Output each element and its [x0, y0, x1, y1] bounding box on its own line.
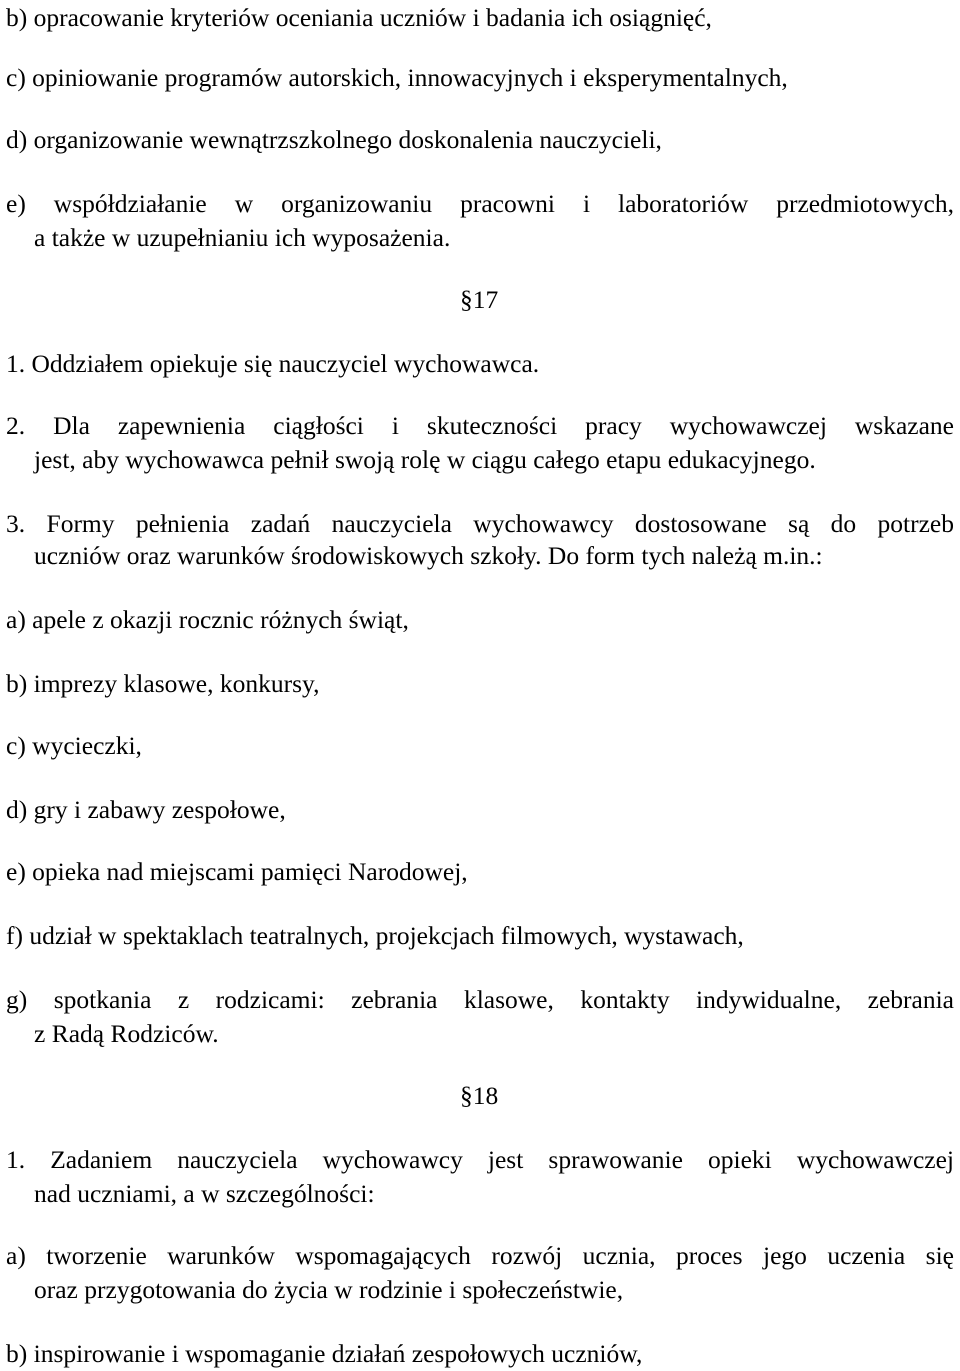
list-item-e-memorials: e) opieka nad miejscami pamięci Narodowej,	[6, 857, 468, 886]
list-item-e-cooperation-line2: a także w uzupełnianiu ich wyposażenia.	[34, 223, 451, 252]
paragraph-18-1-line1: 1. Zadaniem nauczyciela wychowawcy jest sprawowanie opieki wychowawczej	[6, 1145, 954, 1174]
paragraph-17-3-line2: uczniów oraz warunków środowiskowych szkoły. Do form tych należą m.in.:	[34, 541, 823, 570]
list-item-g-parents-line1: g) spotkania z rodzicami: zebrania klasowe, kontakty indywidualne, zebrania	[6, 985, 954, 1014]
list-item-c-trips: c) wycieczki,	[6, 731, 142, 760]
paragraph-17-2-line1: 2. Dla zapewnienia ciągłości i skuteczności pracy wychowawczej wskazane	[6, 411, 954, 440]
list-item-d-games: d) gry i zabawy zespołowe,	[6, 795, 286, 824]
paragraph-17-1: 1. Oddziałem opiekuje się nauczyciel wychowawca.	[6, 349, 540, 378]
paragraph-17-2-line2: jest, aby wychowawca pełnił swoją rolę w ciągu całego etapu edukacyjnego.	[34, 445, 816, 474]
list-item-e-cooperation-line1: e) współdziałanie w organizowaniu pracowni i laboratoriów przedmiotowych,	[6, 189, 954, 218]
list-item-g-parents-line2: z Radą Rodziców.	[34, 1019, 219, 1048]
paragraph-17-3-line1: 3. Formy pełnienia zadań nauczyciela wychowawcy dostosowane są do potrzeb	[6, 509, 954, 538]
list-item-a-conditions-line1: a) tworzenie warunków wspomagających rozwój ucznia, proces jego uczenia się	[6, 1241, 954, 1270]
list-item-a-conditions-line2: oraz przygotowania do życia w rodzinie i społeczeństwie,	[34, 1275, 624, 1304]
list-item-f-performances: f) udział w spektaklach teatralnych, projekcjach filmowych, wystawach,	[6, 921, 744, 950]
list-item-b-criteria: b) opracowanie kryteriów oceniania uczniów i badania ich osiągnięć,	[6, 3, 712, 32]
list-item-a-assemblies: a) apele z okazji rocznic różnych świąt,	[6, 605, 409, 634]
list-item-b-teamwork: b) inspirowanie i wspomaganie działań zespołowych uczniów,	[6, 1339, 643, 1368]
section-18-heading: §18	[460, 1081, 499, 1110]
list-item-b-events: b) imprezy klasowe, konkursy,	[6, 669, 320, 698]
paragraph-18-1-line2: nad uczniami, a w szczególności:	[34, 1179, 375, 1208]
list-item-d-teacher-training: d) organizowanie wewnątrzszkolnego doskonalenia nauczycieli,	[6, 125, 662, 154]
list-item-c-programs: c) opiniowanie programów autorskich, innowacyjnych i eksperymentalnych,	[6, 63, 788, 92]
section-17-heading: §17	[460, 285, 499, 314]
